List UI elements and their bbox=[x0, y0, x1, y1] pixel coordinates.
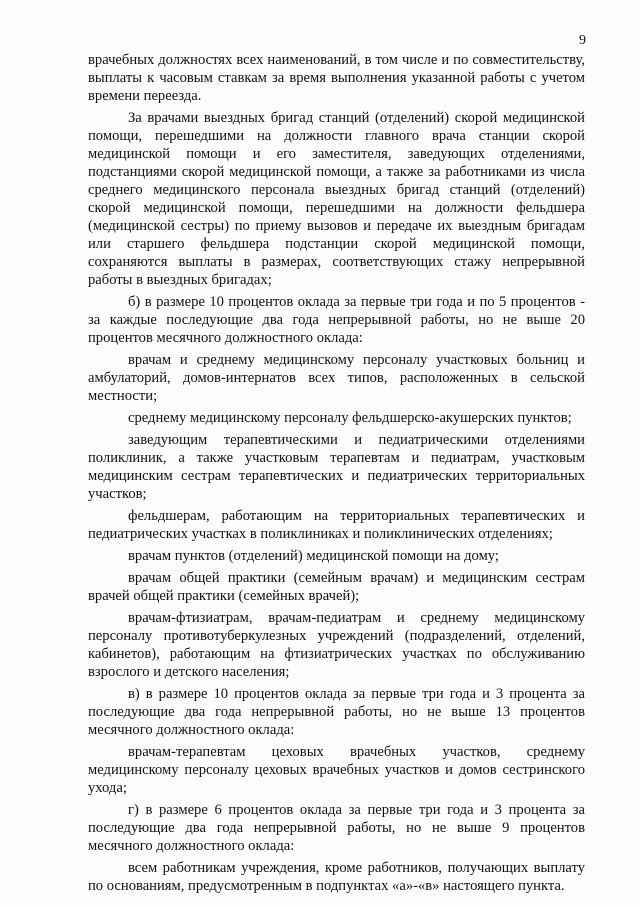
paragraph-feldshers: фельдшерам, работающим на территориальных терапевтических и педиатрических участках в поликлиниках и поликлинических отделениях; bbox=[88, 508, 585, 542]
page-number: 9 bbox=[579, 33, 586, 48]
document-body bbox=[88, 51, 585, 899]
paragraph-item-g: г) в размере 6 процентов оклада за первые три года и 3 процента за последующие два года непрерывной работы, но не выше 9 процентов месячного должностного оклада: bbox=[88, 802, 585, 854]
paragraph-item-v: в) в размере 10 процентов оклада за первые три года и 3 процента за последующие два года непрерывной работы, но не выше 13 процентов месячного должностного оклада: bbox=[88, 686, 585, 738]
paragraph-item-b: б) в размере 10 процентов оклада за первые три года и по 5 процентов - за каждые последующие два года непрерывной работы, но не выше 20 процентов месячного должностного оклада: bbox=[88, 294, 585, 346]
paragraph-all-employees: всем работникам учреждения, кроме работников, получающих выплату по основаниям, предусмотренным в подпунктах «а»-«в» настоящего пункта. bbox=[88, 860, 585, 894]
paragraph-ambulance-transfer: За врачами выездных бригад станций (отделений) скорой медицинской помощи, перешедшими на должности главного врача станции скорой медицинской помощи и его заместителя, заведующих отделениями, подстанциями скорой медицинской помощи, а также за работниками из числа среднего медицинского персонала выездных бригад станций (отделений) скорой медицинской помощи, перешедшими на должности фельдшера (медицинской сестры) по приему вызовов и передаче их выездным бригадам или старшего фельдшера подстанции скорой медицинской помощи, сохраняются выплаты в размерах, соответствующих стажу непрерывной работы в выездных бригадах; bbox=[88, 110, 585, 288]
paragraph-feldsher-points: среднему медицинскому персоналу фельдшерско-акушерских пунктов; bbox=[128, 410, 572, 426]
paragraph-polyclinic-heads: заведующим терапевтическими и педиатрическими отделениями поликлиник, а также участковым терапевтам и педиатрам, участковым медицинским сестрам терапевтических и педиатрических территориальных участков; bbox=[88, 432, 585, 502]
paragraph-continuation: врачебных должностях всех наименований, в том числе и по совместительству, выплаты к часовым ставкам за время выполнения указанной работы с учетом времени переезда. bbox=[88, 52, 585, 104]
paragraph-home-care: врачам пунктов (отделений) медицинской помощи на дому; bbox=[128, 548, 499, 564]
paragraph-general-practice: врачам общей практики (семейным врачам) и медицинским сестрам врачей общей практики (семейных врачей); bbox=[88, 570, 585, 604]
paragraph-rural-hospitals: врачам и среднему медицинскому персоналу участковых больниц и амбулаторий, домов-интернатов всех типов, расположенных в сельской местности; bbox=[88, 352, 585, 404]
paragraph-phthisiatrics: врачам-фтизиатрам, врачам-педиатрам и среднему медицинскому персоналу противотуберкулезных учреждений (подразделений, отделений, кабинетов), работающим на фтизиатрических участках по обслуживанию взрослого и детского населения; bbox=[88, 610, 585, 680]
paragraph-workshop-therapists: врачам-терапевтам цеховых врачебных участков, среднему медицинскому персоналу цеховых врачебных участков и домов сестринского ухода; bbox=[88, 744, 585, 796]
